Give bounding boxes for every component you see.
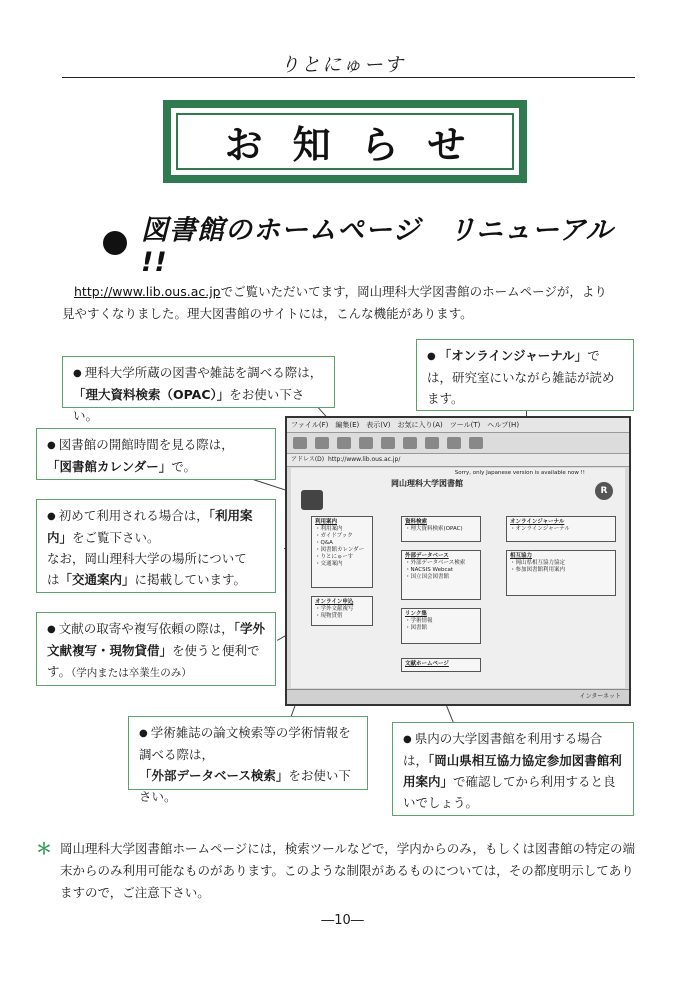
site-box-search: 資料検索 ・理大資料検索(OPAC): [401, 516, 481, 542]
status-bar: インターネット: [287, 689, 629, 704]
callout-calendar: ● 図書館の開館時間を見る際は， 「図書館カレンダー」で。: [36, 428, 276, 480]
browser-menu: ファイル(F) 編集(E) 表示(V) お気に入り(A) ツール(T) ヘルプ(H): [287, 418, 629, 433]
intro-text: でご覧いただいてます，岡山理科大学図書館のホームページが，より: [220, 284, 607, 299]
newsletter-title: りとにゅーす: [280, 54, 405, 76]
callout-journal: ● 「オンラインジャーナル」では，研究室にいながら雑誌が読めます。: [416, 339, 634, 411]
bullet-icon: [103, 231, 127, 255]
notice-title: お知らせ: [224, 123, 496, 167]
site-box-links: リンク集 ・学術情報 ・図書館: [401, 608, 481, 644]
callout-database: ● 学術雑誌の論文検索等の学術情報を調べる際は，「外部データベース検索」をお使い下さい。: [128, 716, 368, 790]
english-note: Sorry, only Japanese version is available now !!: [454, 470, 585, 476]
footnote-text: 岡山理科大学図書館ホームページには，検索ツールなどで，学内からのみ，もしくは図書館の特定の端末からのみ利用可能なものがあります。このような制限があるものについては，その都度明示してありますので，ご注意下さい。: [60, 841, 636, 900]
favorites-icon: [425, 437, 439, 449]
address-bar: アドレス(D) http://www.lib.ous.ac.jp/: [287, 454, 629, 467]
page-number: ―10―: [321, 913, 364, 928]
browser-screenshot: [285, 416, 631, 706]
site-box-coop: 相互協力 ・岡山県相互協力協定 ・参加図書館利用案内: [506, 550, 616, 596]
notice-box: [163, 100, 527, 183]
library-url-link[interactable]: http://www.lib.ous.ac.jp: [74, 284, 221, 299]
callout-opac: ● 理科大学所蔵の図書や雑誌を調べる際は， 「理大資料検索（OPAC）」をお使い下さい。: [62, 356, 335, 408]
callout-guide: ● 初めて利用される場合は，「利用案内」をご覧下さい。 なお，岡山理科大学の場所について は「交通案内」に掲載しています。: [36, 499, 276, 593]
browser-toolbar: [287, 433, 629, 454]
forward-icon: [315, 437, 329, 449]
header-divider: [62, 77, 635, 78]
stop-icon: [337, 437, 351, 449]
search-icon: [403, 437, 417, 449]
headline-text: 図書館のホームページ リニューアル !!: [141, 215, 614, 278]
headline: [103, 208, 623, 278]
intro-paragraph: [62, 281, 640, 325]
site-title: 岡山理科大学図書館: [391, 479, 463, 488]
site-box-journal: オンラインジャーナル ・オンラインジャーナル: [506, 516, 616, 542]
callout-cooperation: ● 県内の大学図書館を利用する場合は，「岡山県相互協力協定参加図書館利用案内」で確認してから利用すると良いでしょう。: [392, 722, 634, 816]
footnote: [38, 838, 638, 904]
mail-icon: [469, 437, 483, 449]
site-box-database: 外部データベース ・外部データベース検索 ・NACSIS Webcat ・国立国会図書館: [401, 550, 481, 600]
home-icon: [381, 437, 395, 449]
history-icon: [447, 437, 461, 449]
callout-ill: ● 文献の取寄や複写依頼の際は，「学外文献複写・現物貸借」を使うと便利です。（学内または卒業生のみ）: [36, 612, 276, 686]
bag-icon: [301, 490, 323, 510]
site-box-bottom: 文献ホームページ: [401, 658, 481, 672]
site-box-guide: 利用案内 ・利用案内 ・ガイドブック ・Q&A ・図書館カレンダー ・りとにゅーす ・交通案内: [311, 516, 373, 588]
asterisk-icon: ＊: [36, 839, 53, 858]
refresh-icon: [359, 437, 373, 449]
back-icon: [293, 437, 307, 449]
logo-icon: R: [595, 482, 613, 500]
intro-text-line2: 見やすくなりました。理大図書館のサイトには，こんな機能があります。: [62, 306, 473, 321]
browser-page: [291, 468, 625, 688]
site-box-ill: オンライン申込 ・学外文献複写 ・現物貸借: [311, 596, 373, 626]
